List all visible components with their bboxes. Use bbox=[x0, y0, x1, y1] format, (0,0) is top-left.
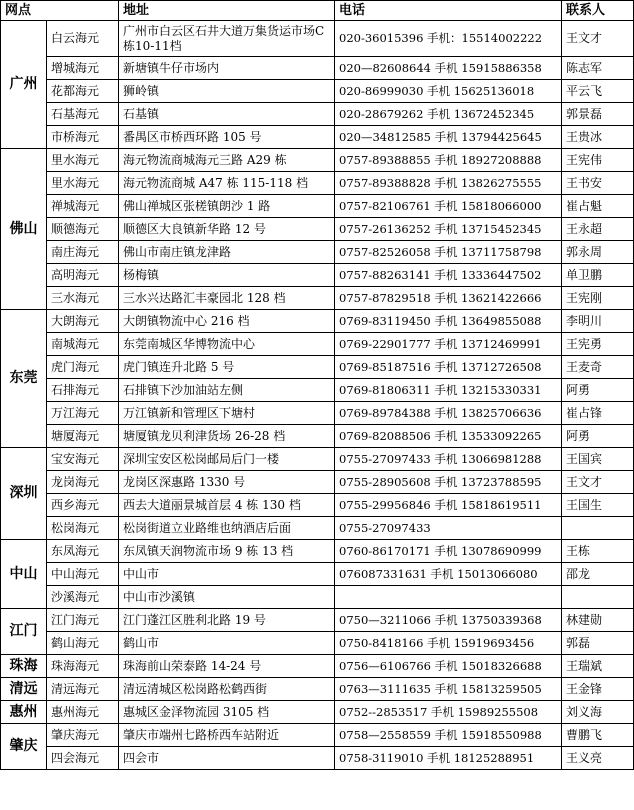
city-cell: 深圳 bbox=[1, 448, 47, 540]
address-cell: 鹤山市 bbox=[119, 632, 335, 655]
branch-name-cell: 里水海元 bbox=[47, 149, 119, 172]
table-body bbox=[1, 21, 634, 770]
contact-cell: 崔占魁 bbox=[562, 195, 634, 218]
phone-cell: 0750-8418166 手机 15919693456 bbox=[335, 632, 562, 655]
branch-name-cell: 惠州海元 bbox=[47, 701, 119, 724]
address-cell: 佛山市南庄镇龙津路 bbox=[119, 241, 335, 264]
address-cell: 大朗镇物流中心 216 档 bbox=[119, 310, 335, 333]
branch-name-cell: 塘厦海元 bbox=[47, 425, 119, 448]
contact-cell: 林建勋 bbox=[562, 609, 634, 632]
phone-cell: 0760-86170171 手机 13078690999 bbox=[335, 540, 562, 563]
table-row bbox=[1, 448, 634, 471]
contact-cell: 阿勇 bbox=[562, 379, 634, 402]
branch-name-cell: 石基海元 bbox=[47, 103, 119, 126]
branch-name-cell: 顺德海元 bbox=[47, 218, 119, 241]
phone-cell: 0758-3119010 手机 18125288951 bbox=[335, 747, 562, 770]
branch-name-cell: 松岗海元 bbox=[47, 517, 119, 540]
phone-cell: 0755-28905608 手机 13723788595 bbox=[335, 471, 562, 494]
address-cell: 石基镇 bbox=[119, 103, 335, 126]
address-cell: 四会市 bbox=[119, 747, 335, 770]
city-cell: 清远 bbox=[1, 678, 47, 701]
address-cell: 东凤镇天润物流市场 9 栋 13 档 bbox=[119, 540, 335, 563]
table-row bbox=[1, 264, 634, 287]
branch-name-cell: 四会海元 bbox=[47, 747, 119, 770]
phone-cell: 0752--2853517 手机 15989255508 bbox=[335, 701, 562, 724]
contact-cell: 平云飞 bbox=[562, 80, 634, 103]
table-row bbox=[1, 57, 634, 80]
contact-cell: 郭景磊 bbox=[562, 103, 634, 126]
address-cell: 东莞南城区华博物流中心 bbox=[119, 333, 335, 356]
table-row bbox=[1, 632, 634, 655]
branch-name-cell: 宝安海元 bbox=[47, 448, 119, 471]
table-row bbox=[1, 609, 634, 632]
table-row bbox=[1, 494, 634, 517]
phone-cell: 020-36015396 手机：15514002222 bbox=[335, 21, 562, 57]
address-cell: 珠海前山荣泰路 14-24 号 bbox=[119, 655, 335, 678]
table-row bbox=[1, 540, 634, 563]
branch-name-cell: 大朗海元 bbox=[47, 310, 119, 333]
phone-cell: 0769-81806311 手机 13215330331 bbox=[335, 379, 562, 402]
contact-cell: 王文才 bbox=[562, 21, 634, 57]
branch-name-cell: 白云海元 bbox=[47, 21, 119, 57]
contact-cell: 王书安 bbox=[562, 172, 634, 195]
table-row bbox=[1, 517, 634, 540]
branch-name-cell: 中山海元 bbox=[47, 563, 119, 586]
table-row bbox=[1, 218, 634, 241]
contact-cell bbox=[562, 517, 634, 540]
branch-name-cell: 龙岗海元 bbox=[47, 471, 119, 494]
address-cell: 佛山禅城区张槎镇朗沙 1 路 bbox=[119, 195, 335, 218]
phone-cell: 0769-89784388 手机 13825706636 bbox=[335, 402, 562, 425]
phone-cell: 0757-82526058 手机 13711758798 bbox=[335, 241, 562, 264]
address-cell: 龙岗区深惠路 1330 号 bbox=[119, 471, 335, 494]
table-row bbox=[1, 655, 634, 678]
branch-name-cell: 沙溪海元 bbox=[47, 586, 119, 609]
table-row bbox=[1, 195, 634, 218]
table-row bbox=[1, 563, 634, 586]
phone-cell: 0757-82106761 手机 15818066000 bbox=[335, 195, 562, 218]
contact-cell: 王宪伟 bbox=[562, 149, 634, 172]
branch-name-cell: 虎门海元 bbox=[47, 356, 119, 379]
phone-cell: 0750—3211066 手机 13750339368 bbox=[335, 609, 562, 632]
city-cell: 珠海 bbox=[1, 655, 47, 678]
branch-name-cell: 石排海元 bbox=[47, 379, 119, 402]
table-row bbox=[1, 356, 634, 379]
address-cell: 广州市白云区石井大道万集货运市场C栋10-11档 bbox=[119, 21, 335, 57]
table-header-row bbox=[1, 1, 634, 21]
contact-cell: 王国生 bbox=[562, 494, 634, 517]
table-row bbox=[1, 310, 634, 333]
contact-cell: 陈志军 bbox=[562, 57, 634, 80]
contact-cell: 李明川 bbox=[562, 310, 634, 333]
address-cell: 中山市 bbox=[119, 563, 335, 586]
address-cell: 深圳宝安区松岗邮局后门一楼 bbox=[119, 448, 335, 471]
phone-cell: 0757-89388855 手机 18927208888 bbox=[335, 149, 562, 172]
header-address: 地址 bbox=[119, 1, 335, 21]
address-cell: 清远清城区松岗路松鹤西街 bbox=[119, 678, 335, 701]
phone-cell bbox=[335, 586, 562, 609]
address-cell: 狮岭镇 bbox=[119, 80, 335, 103]
table-row bbox=[1, 747, 634, 770]
branch-name-cell: 增城海元 bbox=[47, 57, 119, 80]
address-cell: 石排镇下沙加油站左侧 bbox=[119, 379, 335, 402]
phone-cell: 0757-26136252 手机 13715452345 bbox=[335, 218, 562, 241]
phone-cell: 0769-83119450 手机 13649855088 bbox=[335, 310, 562, 333]
contact-cell: 王麦奇 bbox=[562, 356, 634, 379]
phone-cell: 0757-88263141 手机 13336447502 bbox=[335, 264, 562, 287]
city-cell: 中山 bbox=[1, 540, 47, 609]
contact-cell: 崔占锋 bbox=[562, 402, 634, 425]
contact-cell: 王宪刚 bbox=[562, 287, 634, 310]
contact-cell: 王栋 bbox=[562, 540, 634, 563]
branch-name-cell: 鹤山海元 bbox=[47, 632, 119, 655]
phone-cell: 0763—3111635 手机 15813259505 bbox=[335, 678, 562, 701]
address-cell: 万江镇新和管理区下塘村 bbox=[119, 402, 335, 425]
table-row bbox=[1, 586, 634, 609]
table-row bbox=[1, 241, 634, 264]
address-cell: 肇庆市端州七路桥西车站附近 bbox=[119, 724, 335, 747]
branch-name-cell: 江门海元 bbox=[47, 609, 119, 632]
contact-cell: 阿勇 bbox=[562, 425, 634, 448]
table-row bbox=[1, 287, 634, 310]
branch-name-cell: 清远海元 bbox=[47, 678, 119, 701]
city-cell: 肇庆 bbox=[1, 724, 47, 770]
contact-cell: 王贵冰 bbox=[562, 126, 634, 149]
branch-name-cell: 市桥海元 bbox=[47, 126, 119, 149]
phone-cell: 0755-27097433 手机 13066981288 bbox=[335, 448, 562, 471]
phone-cell: 076087331631 手机 15013066080 bbox=[335, 563, 562, 586]
address-cell: 杨梅镇 bbox=[119, 264, 335, 287]
branch-name-cell: 花都海元 bbox=[47, 80, 119, 103]
branch-name-cell: 南庄海元 bbox=[47, 241, 119, 264]
phone-cell: 020-86999030 手机 15625136018 bbox=[335, 80, 562, 103]
table-row bbox=[1, 149, 634, 172]
contact-cell: 王国宾 bbox=[562, 448, 634, 471]
contact-cell: 单卫鹏 bbox=[562, 264, 634, 287]
table-row bbox=[1, 21, 634, 57]
address-cell: 顺德区大良镇新华路 12 号 bbox=[119, 218, 335, 241]
contact-cell: 刘义海 bbox=[562, 701, 634, 724]
address-cell: 江门蓬江区胜利北路 19 号 bbox=[119, 609, 335, 632]
phone-cell: 0757-89388828 手机 13826275555 bbox=[335, 172, 562, 195]
address-cell: 惠城区金泽物流园 3105 档 bbox=[119, 701, 335, 724]
contact-cell: 王文才 bbox=[562, 471, 634, 494]
phone-cell: 0769-22901777 手机 13712469991 bbox=[335, 333, 562, 356]
contact-cell: 郭磊 bbox=[562, 632, 634, 655]
table-row bbox=[1, 402, 634, 425]
phone-cell: 0769-82088506 手机 13533092265 bbox=[335, 425, 562, 448]
address-cell: 海元物流商城海元三路 A29 栋 bbox=[119, 149, 335, 172]
address-cell: 塘厦镇龙贝利津货场 26-28 档 bbox=[119, 425, 335, 448]
branch-name-cell: 三水海元 bbox=[47, 287, 119, 310]
branch-name-cell: 高明海元 bbox=[47, 264, 119, 287]
header-branch: 网点 bbox=[1, 1, 119, 21]
phone-cell: 020—82608644 手机 15915886358 bbox=[335, 57, 562, 80]
table-row bbox=[1, 425, 634, 448]
phone-cell: 0755-29956846 手机 15818619511 bbox=[335, 494, 562, 517]
city-cell: 江门 bbox=[1, 609, 47, 655]
address-cell: 新塘镇牛仔市场内 bbox=[119, 57, 335, 80]
table-row bbox=[1, 80, 634, 103]
contact-cell: 邵龙 bbox=[562, 563, 634, 586]
address-cell: 海元物流商城 A47 栋 115-118 档 bbox=[119, 172, 335, 195]
city-cell: 惠州 bbox=[1, 701, 47, 724]
contact-cell: 王宪勇 bbox=[562, 333, 634, 356]
phone-cell: 0756—6106766 手机 15018326688 bbox=[335, 655, 562, 678]
contact-cell bbox=[562, 586, 634, 609]
header-contact: 联系人 bbox=[562, 1, 634, 21]
contact-cell: 王义亮 bbox=[562, 747, 634, 770]
table-row bbox=[1, 333, 634, 356]
contact-cell: 王永超 bbox=[562, 218, 634, 241]
city-cell: 佛山 bbox=[1, 149, 47, 310]
branch-name-cell: 东凤海元 bbox=[47, 540, 119, 563]
address-cell: 三水兴达路汇丰豪园北 128 档 bbox=[119, 287, 335, 310]
address-cell: 番禺区市桥西环路 105 号 bbox=[119, 126, 335, 149]
phone-cell: 0757-87829518 手机 13621422666 bbox=[335, 287, 562, 310]
address-cell: 西去大道丽景城首层 4 栋 130 档 bbox=[119, 494, 335, 517]
branch-name-cell: 西乡海元 bbox=[47, 494, 119, 517]
contact-cell: 郭永周 bbox=[562, 241, 634, 264]
table-row bbox=[1, 126, 634, 149]
contact-cell: 王瑞斌 bbox=[562, 655, 634, 678]
city-cell: 东莞 bbox=[1, 310, 47, 448]
phone-cell: 0769-85187516 手机 13712726508 bbox=[335, 356, 562, 379]
table-row bbox=[1, 379, 634, 402]
branch-name-cell: 禅城海元 bbox=[47, 195, 119, 218]
table-row bbox=[1, 701, 634, 724]
address-cell: 虎门镇连升北路 5 号 bbox=[119, 356, 335, 379]
table-row bbox=[1, 172, 634, 195]
phone-cell: 0758—2558559 手机 15918550988 bbox=[335, 724, 562, 747]
branch-name-cell: 肇庆海元 bbox=[47, 724, 119, 747]
header-phone: 电话 bbox=[335, 1, 562, 21]
table-row bbox=[1, 724, 634, 747]
phone-cell: 0755-27097433 bbox=[335, 517, 562, 540]
table-row bbox=[1, 103, 634, 126]
address-cell: 松岗街道立业路维也纳酒店后面 bbox=[119, 517, 335, 540]
contact-cell: 曹鹏飞 bbox=[562, 724, 634, 747]
branch-name-cell: 万江海元 bbox=[47, 402, 119, 425]
phone-cell: 020—34812585 手机 13794425645 bbox=[335, 126, 562, 149]
city-cell: 广州 bbox=[1, 21, 47, 149]
table-row bbox=[1, 471, 634, 494]
contact-cell: 王金锋 bbox=[562, 678, 634, 701]
branch-name-cell: 南城海元 bbox=[47, 333, 119, 356]
table-row bbox=[1, 678, 634, 701]
branch-name-cell: 珠海海元 bbox=[47, 655, 119, 678]
address-cell: 中山市沙溪镇 bbox=[119, 586, 335, 609]
branch-name-cell: 里水海元 bbox=[47, 172, 119, 195]
phone-cell: 020-28679262 手机 13672452345 bbox=[335, 103, 562, 126]
